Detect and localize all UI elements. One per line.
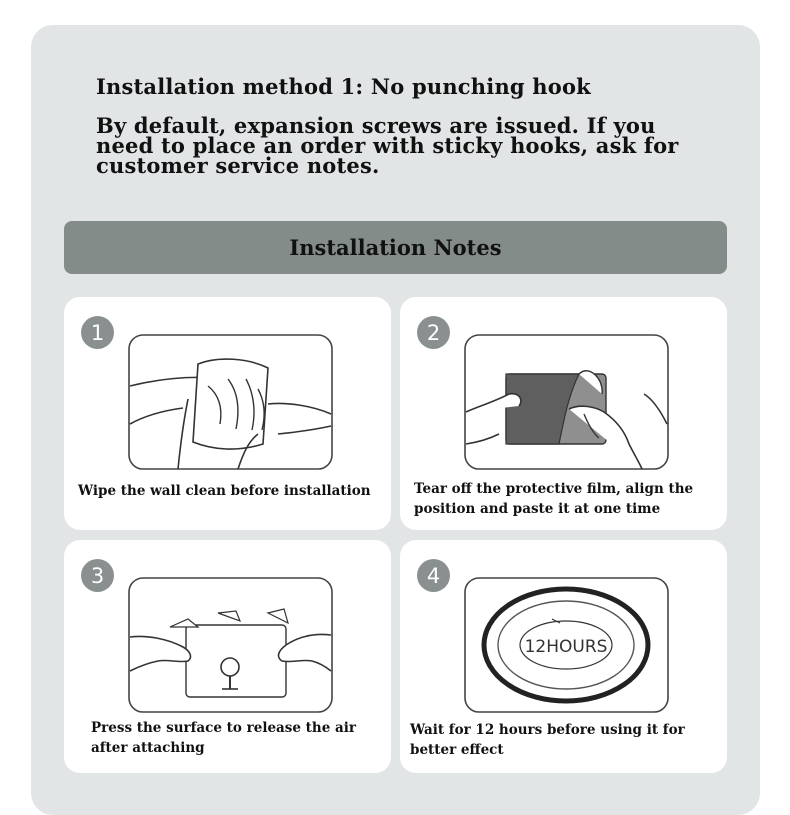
step-caption: Tear off the protective film, align the position and paste it at one time — [414, 481, 694, 517]
step-number-badge: 1 — [81, 316, 114, 349]
banner-label: Installation Notes — [289, 235, 502, 260]
wipe-wall-illustration — [128, 334, 333, 470]
installation-notes-banner — [64, 221, 727, 274]
step-card-4 — [400, 540, 727, 773]
step-caption: Press the surface to release the air after attaching — [91, 720, 357, 756]
step-caption: Wait for 12 hours before using it for better effect — [410, 722, 685, 758]
press-surface-illustration — [128, 577, 333, 713]
step-card-3 — [64, 540, 391, 773]
step-number-badge: 3 — [81, 559, 114, 592]
step-card-2 — [400, 297, 727, 530]
clock-illustration — [464, 577, 669, 713]
step-number-badge: 2 — [417, 316, 450, 349]
step-card-1 — [64, 297, 391, 530]
installation-method-title: Installation method 1: No punching hook — [96, 74, 591, 99]
installation-method-description: By default, expansion screws are issued. If you need to place an order with sticky hooks, ask for customer service notes. — [96, 113, 679, 178]
peel-film-illustration — [464, 334, 669, 470]
step-number-badge: 4 — [417, 559, 450, 592]
clock-label: 12HOURS — [524, 637, 608, 657]
step-caption: Wipe the wall clean before installation — [78, 483, 371, 499]
